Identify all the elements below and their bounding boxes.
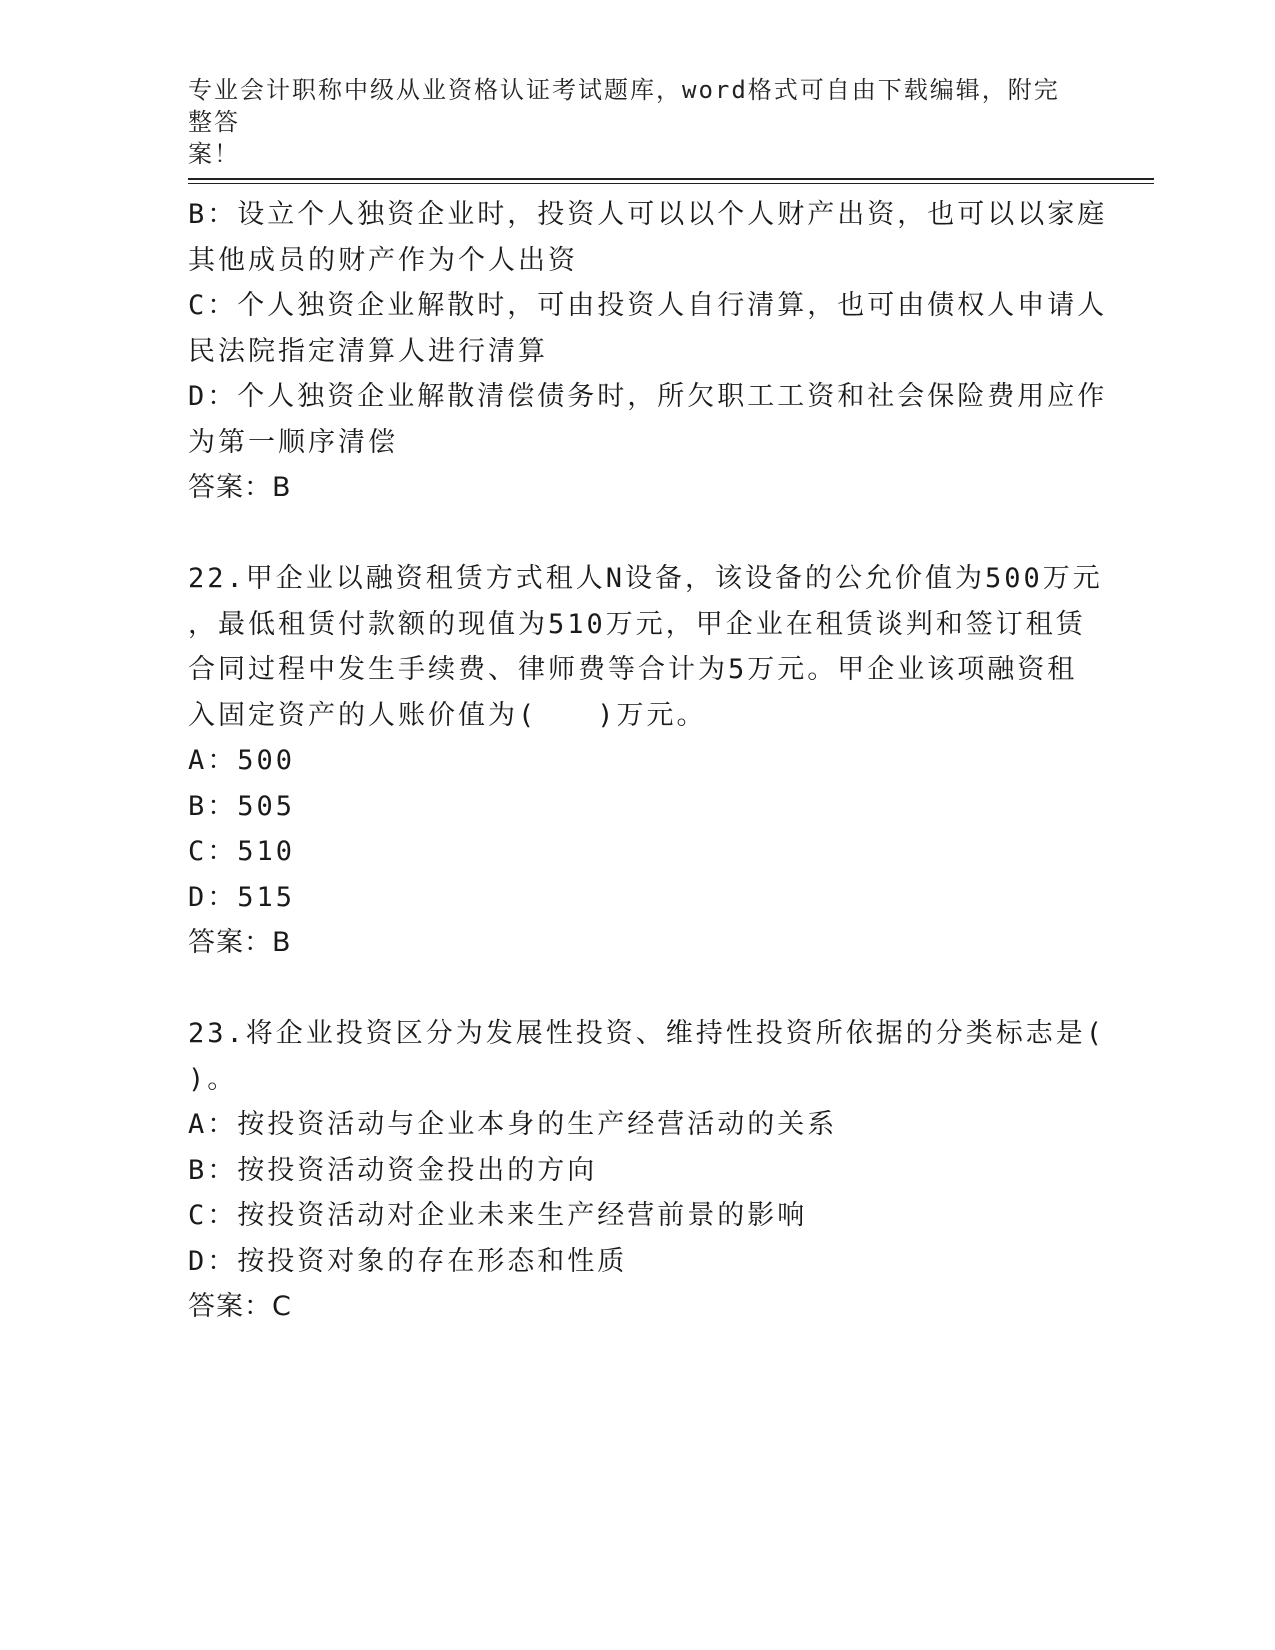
q23-stem-line-2: )。	[188, 1063, 238, 1095]
question-21-fragment	[188, 192, 1108, 511]
question-23	[188, 1011, 1106, 1330]
q22-stem-line-3: 合同过程中发生手续费、律师费等合计为5万元。甲企业该项融资租	[188, 654, 1078, 685]
q23-answer: 答案：C	[188, 1291, 292, 1322]
header-line-1: 专业会计职称中级从业资格认证考试题库，word格式可自由下载编辑，附完整答	[188, 76, 1060, 136]
q22-stem-line-2: ，最低租赁付款额的现值为510万元，甲企业在租赁谈判和签订租赁	[188, 608, 1086, 640]
q23-option-a: A：按投资活动与企业本身的生产经营活动的关系	[188, 1109, 838, 1140]
q21-option-d-line-1: D：个人独资企业解散清偿债务时，所欠职工工资和社会保险费用应作	[188, 381, 1108, 412]
header-line-2: 案！	[188, 140, 240, 168]
header-rule-thick	[188, 178, 1154, 180]
q23-option-b: B：按投资活动资金投出的方向	[188, 1154, 598, 1186]
q22-option-d: D：515	[188, 881, 296, 913]
page-header	[188, 74, 1068, 170]
q22-stem-line-4: 入固定资产的人账价值为( )万元。	[188, 699, 707, 731]
q21-answer: 答案：B	[188, 472, 292, 503]
q23-option-d: D：按投资对象的存在形态和性质	[188, 1245, 628, 1277]
q22-option-a: A：500	[188, 745, 296, 776]
header-rule-thin	[188, 183, 1154, 184]
q22-stem-line-1: 22.甲企业以融资租赁方式租人N设备，该设备的公允价值为500万元	[188, 563, 1103, 594]
q21-option-c-line-1: C：个人独资企业解散时，可由投资人自行清算，也可由债权人申请人	[188, 290, 1108, 321]
spacer	[188, 511, 1078, 557]
q22-option-c: C：510	[188, 836, 296, 867]
q22-answer: 答案：B	[188, 927, 292, 958]
spacer	[188, 966, 1078, 1012]
q21-option-b-line-1: B：设立个人独资企业时，投资人可以以个人财产出资，也可以以家庭	[188, 199, 1108, 230]
q22-option-b: B：505	[188, 790, 296, 822]
q21-option-d-line-2: 为第一顺序清偿	[188, 426, 398, 458]
q23-stem-line-1: 23.将企业投资区分为发展性投资、维持性投资所依据的分类标志是(	[188, 1018, 1106, 1049]
q21-option-c-line-2: 民法院指定清算人进行清算	[188, 335, 548, 367]
question-22	[188, 556, 1103, 966]
document-body	[188, 192, 1108, 1330]
q21-option-b-line-2: 其他成员的财产作为个人出资	[188, 244, 578, 276]
q23-option-c: C：按投资活动对企业未来生产经营前景的影响	[188, 1200, 808, 1231]
